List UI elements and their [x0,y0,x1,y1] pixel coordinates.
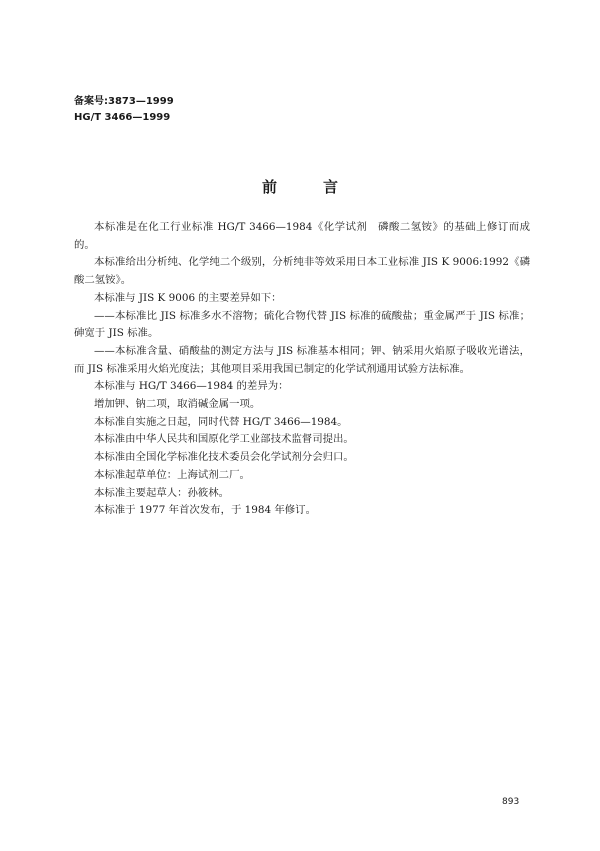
paragraph: 本标准起草单位：上海试剂二厂。 [94,468,250,481]
paragraph: 本标准与 HG/T 3466—1984 的差异为： [94,380,289,393]
title-char-2: 言 [323,178,339,196]
paragraph: 本标准给出分析纯、化学纯二个级别，分析纯非等效采用日本工业标准 JIS K 9006:1992《磷酸二氢铵》。 [74,256,530,287]
standard-code: HG/T 3466—1999 [74,112,171,123]
paragraph: 本标准于 1977 年首次发布，于 1984 年修订。 [94,504,316,517]
paragraph: 本标准由全国化学标准化技术委员会化学试剂分会归口。 [94,451,354,464]
paragraph: ——本标准比 JIS 标准多水不溶物；硫化合物代替 JIS 标准的硫酸盐；重金属严于 JIS 标准；砷宽于 JIS 标准。 [74,309,530,340]
title-char-1: 前 [261,178,277,196]
page-number: 893 [502,797,520,807]
record-number: 备案号:3873—1999 [74,96,174,107]
paragraph: 增加钾、钠二项，取消碱金属一项。 [94,398,261,411]
foreword-body [74,219,530,520]
page-title [0,176,600,197]
paragraph: 本标准由中华人民共和国原化学工业部技术监督司提出。 [94,433,354,446]
paragraph: 本标准与 JIS K 9006 的主要差异如下： [94,291,282,304]
paragraph: 本标准自实施之日起，同时代替 HG/T 3466—1984。 [94,415,348,428]
paragraph: ——本标准含量、硝酸盐的测定方法与 JIS 标准基本相同；钾、钠采用火焰原子吸收光谱法，而 JIS 标准采用火焰光度法；其他项目采用我国已制定的化学试剂通用试验方法标准。 [74,344,530,375]
paragraph: 本标准主要起草人：孙筱林。 [94,486,230,499]
paragraph: 本标准是在化工行业标准 HG/T 3466—1984《化学试剂 磷酸二氢铵》的基础上修订而成的。 [74,221,530,251]
